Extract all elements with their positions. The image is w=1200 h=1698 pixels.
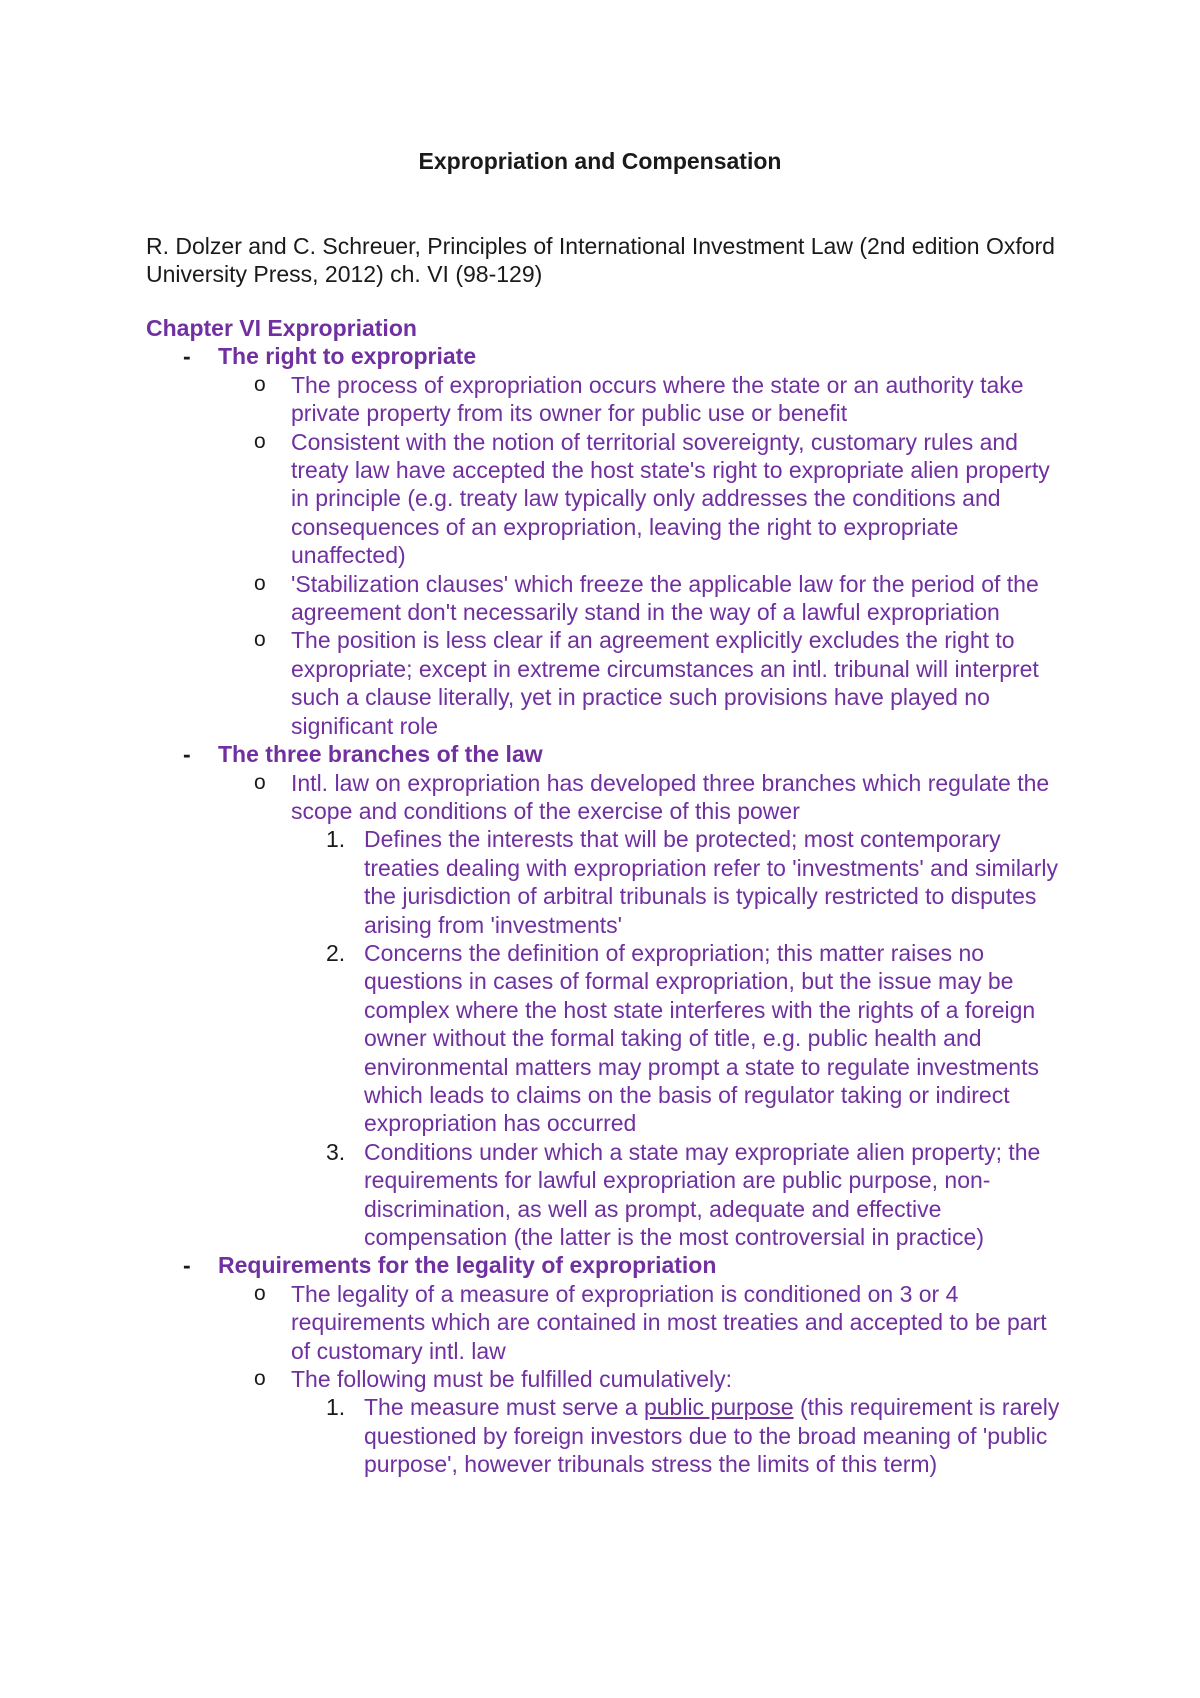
- list-item-text: The process of expropriation occurs where the state or an authority take private property from its owner for public use or benefit: [291, 371, 1024, 427]
- numbered-item-text: Concerns the definition of expropriation; this matter raises no questions in cases of formal expropriation, but the issue may be complex where the host state interferes with the rights of a foreign owner without the formal taking of title, e.g. public health and environmental matters may prompt a state to regulate investments which leads to claims on the basis of regulator taking or indirect expropriation has occurred: [364, 939, 1039, 1137]
- item-number: 1.: [326, 1394, 346, 1421]
- circle-bullet-icon: o: [254, 1367, 266, 1391]
- list-item: [146, 626, 1061, 740]
- numbered-item: [146, 939, 1064, 1138]
- text-run: The measure must serve a: [364, 1394, 644, 1421]
- numbered-item: [146, 1393, 1064, 1478]
- numbered-item-text: [364, 1394, 1059, 1477]
- numbered-item-text: Conditions under which a state may expropriate alien property; the requirements for lawful expropriation are public purpose, non-discrimination, as well as prompt, adequate and effective compensation (the latter is the most controversial in practice): [364, 1138, 1041, 1250]
- list-item-text: 'Stabilization clauses' which freeze the applicable law for the period of the agreement don't necessarily stand in the way of a lawful expropriation: [291, 570, 1039, 626]
- list-item-text: The position is less clear if an agreement explicitly excludes the right to expropriate; except in extreme circumstances an intl. tribunal will interpret such a clause literally, yet in practice such provisions have played no significant role: [291, 627, 1039, 739]
- list-item: [146, 769, 1061, 826]
- circle-bullet-icon: o: [254, 372, 266, 396]
- circle-bullet-icon: o: [254, 429, 266, 453]
- numbered-item: [146, 1138, 1064, 1252]
- section-heading: [146, 740, 1146, 768]
- list-item: [146, 428, 1061, 570]
- section-heading-text: The three branches of the law: [218, 741, 543, 768]
- section-heading-text: Requirements for the legality of expropriation: [218, 1252, 717, 1279]
- item-number: 3.: [326, 1138, 346, 1165]
- dash-marker: -: [183, 741, 191, 768]
- list-item: [146, 1365, 1061, 1393]
- list-item: [146, 1280, 1061, 1365]
- item-number: 1.: [326, 826, 346, 853]
- text-run: (this requirement is rarely questioned by foreign investors due to the broad meaning of 'public purpose', however tribunals stress the limits of this term): [364, 1394, 1060, 1478]
- document-body: [146, 314, 1146, 1479]
- section-heading: [146, 1251, 1146, 1279]
- underlined-term: public purpose: [643, 1394, 794, 1421]
- document-title: Expropriation and Compensation: [418, 148, 782, 174]
- list-item-text: Consistent with the notion of territorial sovereignty, customary rules and treaty law have accepted the host state's right to expropriate alien property in principle (e.g. treaty law typically only addresses the conditions and consequences of an expropriation, leaving the right to expropriate unaffected): [291, 428, 1050, 569]
- list-item: [146, 371, 1061, 428]
- numbered-item: [146, 825, 1064, 939]
- dash-marker: -: [183, 343, 191, 370]
- circle-bullet-icon: o: [254, 628, 266, 652]
- list-item: [146, 570, 1061, 627]
- dash-marker: -: [183, 1252, 191, 1279]
- circle-bullet-icon: o: [254, 770, 266, 794]
- numbered-item-text: Defines the interests that will be protected; most contemporary treaties dealing with expropriation refer to 'investments' and similarly the jurisdiction of arbitral tribunals is typically restricted to disputes arising from 'investments': [364, 826, 1058, 938]
- chapter-heading: Chapter VI Expropriation: [146, 315, 417, 341]
- section-heading: [146, 342, 1146, 370]
- list-item-text: The following must be fulfilled cumulatively:: [291, 1366, 733, 1393]
- circle-bullet-icon: o: [254, 571, 266, 595]
- circle-bullet-icon: o: [254, 1281, 266, 1305]
- item-number: 2.: [326, 939, 346, 966]
- list-item-text: The legality of a measure of expropriation is conditioned on 3 or 4 requirements which are contained in most treaties and accepted to be part of customary intl. law: [291, 1280, 1047, 1364]
- citation: R. Dolzer and C. Schreuer, Principles of International Investment Law (2nd edition Oxford University Press, 2012) ch. VI (98-129): [146, 233, 1055, 287]
- list-item-text: Intl. law on expropriation has developed three branches which regulate the scope and conditions of the exercise of this power: [291, 769, 1050, 824]
- section-heading-text: The right to expropriate: [218, 343, 477, 370]
